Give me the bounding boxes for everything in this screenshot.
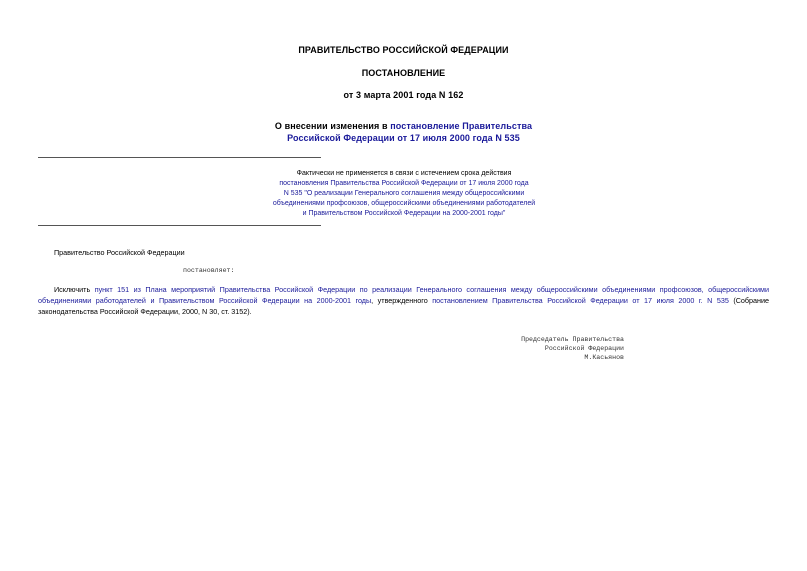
subject-prefix: О внесении изменения в bbox=[274, 121, 391, 131]
paragraph-start: Исключить bbox=[54, 285, 95, 294]
separator-top bbox=[38, 157, 321, 158]
header-authority: ПРАВИТЕЛЬСТВО РОССИЙСКОЙ ФЕДЕРАЦИИ bbox=[298, 45, 509, 55]
signature-block bbox=[440, 335, 624, 362]
decree-paragraph bbox=[38, 284, 769, 317]
document-subject bbox=[0, 120, 807, 144]
paragraph-mid: , утвержденного bbox=[371, 296, 433, 305]
note-link-line5[interactable]: и Правительством Российской Федерации на 2000-2001 годы" bbox=[302, 210, 506, 217]
issuing-body: Правительство Российской Федерации bbox=[54, 248, 185, 257]
note-link-line2[interactable]: постановления Правительства Российской Федерации от 17 июля 2000 года bbox=[279, 180, 529, 187]
note-link-line3[interactable]: N 535 "О реализации Генерального соглашения между общероссийскими bbox=[283, 190, 525, 197]
signature-org: Российской Федерации bbox=[544, 345, 624, 352]
subject-link-part1[interactable]: постановление Правительства bbox=[390, 121, 533, 131]
decree-word: постановляет: bbox=[183, 267, 235, 274]
header-date: от 3 марта 2001 года N 162 bbox=[343, 90, 464, 100]
paragraph-end: (Собрание законодательства Российской Федерации, 2000, N 30, ст. 3152). bbox=[38, 296, 770, 316]
separator-bottom bbox=[38, 225, 321, 226]
signature-title: Председатель Правительства bbox=[521, 336, 624, 343]
paragraph-link-resolution[interactable]: постановлением Правительства Российской Федерации от 17 июля 2000 г. N 535 bbox=[432, 296, 729, 305]
status-note bbox=[230, 169, 578, 219]
note-link-line4[interactable]: объединениями профсоюзов, общероссийскими объединениями работодателей bbox=[272, 200, 536, 207]
paragraph-link-plan[interactable]: пункт 151 из Плана мероприятий Правительства Российской Федерации по реализации Генерального соглашения между общероссийскими объединениями профсоюзов, общероссийскими объединениями работодателей и Правительством Российской Федерации на 2000-2001 годы bbox=[38, 285, 769, 305]
note-line1: Фактически не применяется в связи с истечением срока действия bbox=[296, 170, 512, 177]
subject-link-part2[interactable]: Российской Федерации от 17 июля 2000 года N 535 bbox=[287, 133, 520, 143]
header-doc-type: ПОСТАНОВЛЕНИЕ bbox=[361, 68, 446, 78]
signature-name: М.Касьянов bbox=[584, 354, 624, 361]
